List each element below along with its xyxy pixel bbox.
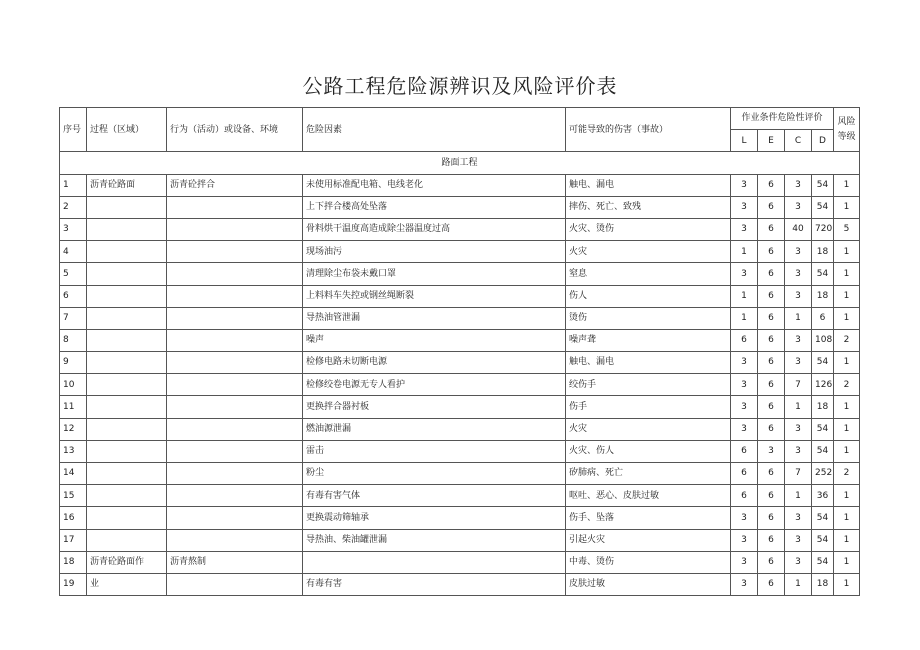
e-value: 6 bbox=[758, 418, 785, 440]
process-cell: 沥青砼路面 bbox=[87, 174, 167, 196]
behavior-cell bbox=[167, 307, 303, 329]
hazard-cell: 骨料烘干温度高造成除尘器温度过高 bbox=[303, 218, 566, 240]
injury-cell: 窒息 bbox=[566, 263, 731, 285]
c-value: 3 bbox=[785, 440, 812, 462]
process-cell bbox=[87, 418, 167, 440]
d-value: 54 bbox=[812, 196, 834, 218]
l-value: 6 bbox=[731, 329, 758, 351]
hazard-cell: 上下拌合楼高处坠落 bbox=[303, 196, 566, 218]
behavior-cell: 沥青熬制 bbox=[167, 551, 303, 573]
c-value: 1 bbox=[785, 573, 812, 595]
injury-cell: 绞伤手 bbox=[566, 374, 731, 396]
l-value: 6 bbox=[731, 440, 758, 462]
e-value: 6 bbox=[758, 307, 785, 329]
process-cell bbox=[87, 218, 167, 240]
c-value: 40 bbox=[785, 218, 812, 240]
risk-level: 1 bbox=[834, 573, 860, 595]
behavior-cell bbox=[167, 285, 303, 307]
process-cell: 业 bbox=[87, 573, 167, 595]
c-value: 3 bbox=[785, 329, 812, 351]
l-value: 1 bbox=[731, 241, 758, 263]
c-value: 1 bbox=[785, 396, 812, 418]
table-row bbox=[60, 196, 860, 218]
e-value: 6 bbox=[758, 396, 785, 418]
injury-cell: 引起火灾 bbox=[566, 529, 731, 551]
l-value: 3 bbox=[731, 507, 758, 529]
row-number: 16 bbox=[60, 507, 87, 529]
hazard-cell: 粉尘 bbox=[303, 463, 566, 485]
table-row bbox=[60, 374, 860, 396]
table-row bbox=[60, 329, 860, 351]
row-number: 6 bbox=[60, 285, 87, 307]
table-row bbox=[60, 307, 860, 329]
row-number: 17 bbox=[60, 529, 87, 551]
e-value: 6 bbox=[758, 352, 785, 374]
hazard-cell: 有毒有害 bbox=[303, 573, 566, 595]
page-title: 公路工程危险源辨识及风险评价表 bbox=[302, 74, 618, 98]
risk-level: 1 bbox=[834, 241, 860, 263]
section-title: 路面工程 bbox=[60, 152, 860, 174]
row-number: 13 bbox=[60, 440, 87, 462]
row-number: 18 bbox=[60, 551, 87, 573]
e-value: 6 bbox=[758, 174, 785, 196]
process-cell bbox=[87, 463, 167, 485]
e-value: 6 bbox=[758, 551, 785, 573]
process-cell bbox=[87, 263, 167, 285]
header-D: D bbox=[812, 130, 834, 152]
process-cell bbox=[87, 241, 167, 263]
c-value: 3 bbox=[785, 174, 812, 196]
hazard-cell: 更换拌合器衬板 bbox=[303, 396, 566, 418]
behavior-cell bbox=[167, 352, 303, 374]
table-row bbox=[60, 241, 860, 263]
c-value: 3 bbox=[785, 352, 812, 374]
process-cell bbox=[87, 507, 167, 529]
risk-level: 1 bbox=[834, 440, 860, 462]
l-value: 3 bbox=[731, 529, 758, 551]
e-value: 6 bbox=[758, 463, 785, 485]
header-E: E bbox=[758, 130, 785, 152]
d-value: 54 bbox=[812, 418, 834, 440]
row-number: 10 bbox=[60, 374, 87, 396]
table-row bbox=[60, 529, 860, 551]
d-value: 54 bbox=[812, 529, 834, 551]
risk-level: 1 bbox=[834, 529, 860, 551]
process-cell bbox=[87, 529, 167, 551]
header-injury: 可能导致的伤害（事故） bbox=[566, 108, 731, 152]
injury-cell: 火灾、烫伤 bbox=[566, 218, 731, 240]
header-process: 过程（区域） bbox=[87, 108, 167, 152]
l-value: 3 bbox=[731, 218, 758, 240]
process-cell bbox=[87, 352, 167, 374]
d-value: 54 bbox=[812, 440, 834, 462]
hazard-cell: 清理除尘布袋未戴口罩 bbox=[303, 263, 566, 285]
risk-level: 1 bbox=[834, 418, 860, 440]
e-value: 6 bbox=[758, 218, 785, 240]
risk-level: 1 bbox=[834, 352, 860, 374]
risk-level: 1 bbox=[834, 174, 860, 196]
l-value: 3 bbox=[731, 418, 758, 440]
hazard-cell: 更换震动筛轴承 bbox=[303, 507, 566, 529]
c-value: 1 bbox=[785, 307, 812, 329]
behavior-cell bbox=[167, 396, 303, 418]
injury-cell: 呕吐、恶心、皮肤过敏 bbox=[566, 485, 731, 507]
d-value: 18 bbox=[812, 285, 834, 307]
c-value: 3 bbox=[785, 196, 812, 218]
header-row bbox=[60, 108, 860, 130]
row-number: 7 bbox=[60, 307, 87, 329]
behavior-cell bbox=[167, 374, 303, 396]
row-number: 5 bbox=[60, 263, 87, 285]
e-value: 6 bbox=[758, 529, 785, 551]
c-value: 3 bbox=[785, 418, 812, 440]
c-value: 3 bbox=[785, 285, 812, 307]
process-cell bbox=[87, 485, 167, 507]
process-cell bbox=[87, 374, 167, 396]
e-value: 6 bbox=[758, 507, 785, 529]
l-value: 3 bbox=[731, 263, 758, 285]
hazard-cell: 上料料车失控或钢丝绳断裂 bbox=[303, 285, 566, 307]
e-value: 6 bbox=[758, 196, 785, 218]
d-value: 252 bbox=[812, 463, 834, 485]
risk-level: 1 bbox=[834, 307, 860, 329]
e-value: 6 bbox=[758, 241, 785, 263]
c-value: 3 bbox=[785, 241, 812, 263]
risk-level: 2 bbox=[834, 463, 860, 485]
behavior-cell bbox=[167, 329, 303, 351]
table-row bbox=[60, 218, 860, 240]
table-row bbox=[60, 485, 860, 507]
behavior-cell bbox=[167, 263, 303, 285]
process-cell bbox=[87, 329, 167, 351]
header-behavior: 行为（活动）或设备、环境 bbox=[167, 108, 303, 152]
l-value: 3 bbox=[731, 352, 758, 374]
header-level: 风险等级 bbox=[834, 108, 860, 152]
hazard-cell: 燃油源泄漏 bbox=[303, 418, 566, 440]
row-number: 12 bbox=[60, 418, 87, 440]
d-value: 54 bbox=[812, 352, 834, 374]
d-value: 108 bbox=[812, 329, 834, 351]
d-value: 18 bbox=[812, 396, 834, 418]
injury-cell: 火灾 bbox=[566, 418, 731, 440]
section-row bbox=[60, 152, 860, 174]
injury-cell: 伤人 bbox=[566, 285, 731, 307]
risk-level: 1 bbox=[834, 285, 860, 307]
process-cell bbox=[87, 307, 167, 329]
process-cell bbox=[87, 285, 167, 307]
injury-cell: 触电、漏电 bbox=[566, 174, 731, 196]
hazard-cell bbox=[303, 551, 566, 573]
risk-level: 1 bbox=[834, 263, 860, 285]
c-value: 3 bbox=[785, 529, 812, 551]
injury-cell: 伤手、坠落 bbox=[566, 507, 731, 529]
process-cell bbox=[87, 396, 167, 418]
d-value: 36 bbox=[812, 485, 834, 507]
row-number: 2 bbox=[60, 196, 87, 218]
behavior-cell: 沥青砼拌合 bbox=[167, 174, 303, 196]
c-value: 3 bbox=[785, 507, 812, 529]
header-hazard: 危险因素 bbox=[303, 108, 566, 152]
behavior-cell bbox=[167, 196, 303, 218]
header-seq: 序号 bbox=[60, 108, 87, 152]
hazard-cell: 检修绞卷电源无专人看护 bbox=[303, 374, 566, 396]
c-value: 3 bbox=[785, 263, 812, 285]
l-value: 3 bbox=[731, 196, 758, 218]
process-cell bbox=[87, 196, 167, 218]
behavior-cell bbox=[167, 218, 303, 240]
row-number: 9 bbox=[60, 352, 87, 374]
hazard-cell: 未使用标准配电箱、电线老化 bbox=[303, 174, 566, 196]
hazard-cell: 现场油污 bbox=[303, 241, 566, 263]
l-value: 1 bbox=[731, 307, 758, 329]
injury-cell: 火灾 bbox=[566, 241, 731, 263]
injury-cell: 噪声聋 bbox=[566, 329, 731, 351]
injury-cell: 烫伤 bbox=[566, 307, 731, 329]
behavior-cell bbox=[167, 418, 303, 440]
row-number: 19 bbox=[60, 573, 87, 595]
d-value: 54 bbox=[812, 507, 834, 529]
behavior-cell bbox=[167, 241, 303, 263]
d-value: 126 bbox=[812, 374, 834, 396]
row-number: 3 bbox=[60, 218, 87, 240]
behavior-cell bbox=[167, 573, 303, 595]
e-value: 6 bbox=[758, 374, 785, 396]
table-row bbox=[60, 573, 860, 595]
c-value: 1 bbox=[785, 485, 812, 507]
c-value: 7 bbox=[785, 463, 812, 485]
behavior-cell bbox=[167, 463, 303, 485]
l-value: 3 bbox=[731, 573, 758, 595]
l-value: 6 bbox=[731, 485, 758, 507]
process-cell: 沥青砼路面作 bbox=[87, 551, 167, 573]
injury-cell: 伤手 bbox=[566, 396, 731, 418]
risk-level: 1 bbox=[834, 485, 860, 507]
table-row bbox=[60, 418, 860, 440]
d-value: 54 bbox=[812, 263, 834, 285]
e-value: 3 bbox=[758, 440, 785, 462]
row-number: 11 bbox=[60, 396, 87, 418]
e-value: 6 bbox=[758, 485, 785, 507]
table-row bbox=[60, 463, 860, 485]
risk-level: 5 bbox=[834, 218, 860, 240]
e-value: 6 bbox=[758, 285, 785, 307]
c-value: 7 bbox=[785, 374, 812, 396]
table-row bbox=[60, 396, 860, 418]
row-number: 15 bbox=[60, 485, 87, 507]
d-value: 54 bbox=[812, 174, 834, 196]
l-value: 3 bbox=[731, 374, 758, 396]
hazard-cell: 雷击 bbox=[303, 440, 566, 462]
e-value: 6 bbox=[758, 329, 785, 351]
behavior-cell bbox=[167, 529, 303, 551]
table-row bbox=[60, 352, 860, 374]
d-value: 18 bbox=[812, 241, 834, 263]
row-number: 8 bbox=[60, 329, 87, 351]
risk-level: 2 bbox=[834, 374, 860, 396]
d-value: 6 bbox=[812, 307, 834, 329]
l-value: 1 bbox=[731, 285, 758, 307]
d-value: 54 bbox=[812, 551, 834, 573]
table-row bbox=[60, 285, 860, 307]
injury-cell: 中毒、烫伤 bbox=[566, 551, 731, 573]
d-value: 18 bbox=[812, 573, 834, 595]
l-value: 6 bbox=[731, 463, 758, 485]
c-value: 3 bbox=[785, 551, 812, 573]
header-C: C bbox=[785, 130, 812, 152]
process-cell bbox=[87, 440, 167, 462]
risk-level: 1 bbox=[834, 507, 860, 529]
table-row bbox=[60, 440, 860, 462]
row-number: 1 bbox=[60, 174, 87, 196]
row-number: 14 bbox=[60, 463, 87, 485]
row-number: 4 bbox=[60, 241, 87, 263]
hazard-cell: 噪声 bbox=[303, 329, 566, 351]
injury-cell: 皮肤过敏 bbox=[566, 573, 731, 595]
behavior-cell bbox=[167, 507, 303, 529]
l-value: 3 bbox=[731, 396, 758, 418]
e-value: 6 bbox=[758, 263, 785, 285]
hazard-cell: 有毒有害气体 bbox=[303, 485, 566, 507]
behavior-cell bbox=[167, 485, 303, 507]
header-eval: 作业条件危险性评价 bbox=[731, 108, 834, 130]
hazard-cell: 导热油、柴油罐泄漏 bbox=[303, 529, 566, 551]
risk-level: 1 bbox=[834, 396, 860, 418]
injury-cell: 火灾、伤人 bbox=[566, 440, 731, 462]
d-value: 720 bbox=[812, 218, 834, 240]
header-L: L bbox=[731, 130, 758, 152]
risk-table bbox=[59, 107, 860, 596]
table-row bbox=[60, 174, 860, 196]
table-row bbox=[60, 551, 860, 573]
injury-cell: 触电、漏电 bbox=[566, 352, 731, 374]
risk-level: 1 bbox=[834, 551, 860, 573]
table-row bbox=[60, 263, 860, 285]
hazard-cell: 检修电路未切断电源 bbox=[303, 352, 566, 374]
behavior-cell bbox=[167, 440, 303, 462]
risk-level: 1 bbox=[834, 196, 860, 218]
e-value: 6 bbox=[758, 573, 785, 595]
l-value: 3 bbox=[731, 174, 758, 196]
l-value: 3 bbox=[731, 551, 758, 573]
hazard-cell: 导热油管泄漏 bbox=[303, 307, 566, 329]
injury-cell: 摔伤、死亡、致残 bbox=[566, 196, 731, 218]
table-row bbox=[60, 507, 860, 529]
injury-cell: 矽肺病、死亡 bbox=[566, 463, 731, 485]
risk-level: 2 bbox=[834, 329, 860, 351]
